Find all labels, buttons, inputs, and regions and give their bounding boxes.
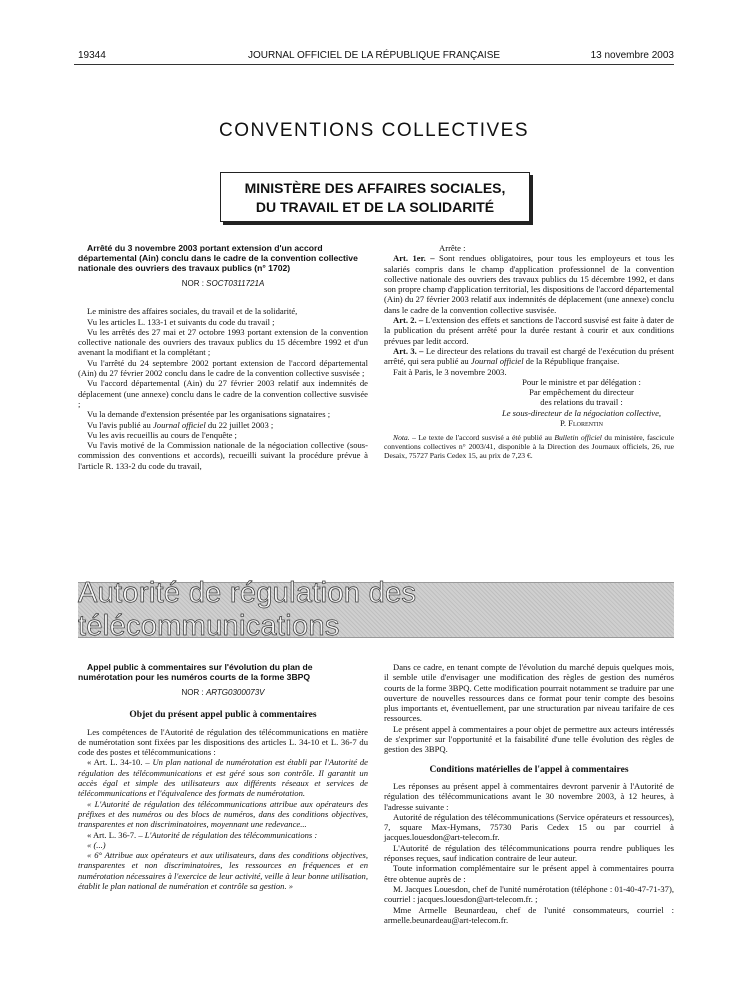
page-number: 19344 xyxy=(78,50,106,61)
arrete-paragraph: Le ministre des affaires sociales, du travail et de la solidarité, xyxy=(87,306,298,317)
signature-line: des relations du travail : xyxy=(540,397,623,408)
ministry-box xyxy=(220,172,530,222)
signature-line: Par empêchement du directeur xyxy=(529,387,634,398)
conditions-heading: Conditions matérielles de l'appel à commentaires xyxy=(429,764,629,775)
nor-label: NOR : xyxy=(181,279,204,288)
quote-1: « Art. L. 34-10. – Un plan national de numérotation est établi par l'Autorité de régulation des télécommunications et est géré sous son contrôle. Il garantit un accès égal et simple des utilisateurs aux différents réseaux et services de télécommunications et l'équivalence des formats de numérotation. xyxy=(78,757,368,799)
signature-name: P. Florentin xyxy=(560,418,603,429)
article-2: Art. 2. – L'extension des effets et sanctions de l'accord susvisé est faite à dater de la publication du présent arrêté pour la durée restant à courir et aux conditions prévues par ledit accord. xyxy=(384,315,674,346)
banner-title: Autorité de régulation des télécommunications xyxy=(78,577,417,642)
arrete-paragraph: Vu les avis recueillis au cours de l'enquête ; xyxy=(87,429,237,440)
signature-role: Le sous-directeur de la négociation collective, xyxy=(501,407,662,418)
arrete-paragraph: Vu les articles L. 133-1 et suivants du code du travail ; xyxy=(87,316,275,327)
done-at: Fait à Paris, le 3 novembre 2003. xyxy=(393,366,507,377)
appel-paragraph: Autorité de régulation des télécommunications (Service opérateurs et ressources), 7, square Max-Hymans, 75730 Paris Cedex 15 ou par courriel à jacques.louesdon@art-telecom.fr. xyxy=(384,811,674,843)
nor-label: NOR : xyxy=(181,688,204,697)
appel-paragraph: L'Autorité de régulation des télécommunications pourra rendre publiques les réponses reçues, sauf indication contraire de leur auteur. xyxy=(384,842,674,864)
article-1: Art. 1er. – Sont rendues obligatoires, pour tous les employeurs et tous les salariés compris dans le champ d'application professionnel de la convention collective nationale des ouvriers des travaux publics du 15 décembre 1992, et dans son propre champ d'application territorial, les dispositions de l'accord départemental (Ain) du 27 février 2003 relatif aux indemnités de déplacement (une annexe) conclu dans le cadre de la convention collective susvisée. xyxy=(384,253,674,315)
arrete-paragraph: Vu l'avis motivé de la Commission nationale de la négociation collective (sous-commission des conventions et accords), recueilli suivant la procédure prévue à l'article R. 133-2 du code du travail, xyxy=(78,440,368,471)
arrete-paragraph: Vu l'arrêté du 24 septembre 2002 portant extension de l'accord départemental (Ain) du 27 février 2002 conclu dans le cadre de la convention collective susvisée ; xyxy=(78,357,368,379)
appel-paragraph: Toute information complémentaire sur le présent appel à commentaires pourra être obtenue auprès de : xyxy=(384,863,674,884)
appel-left-column xyxy=(78,662,368,891)
arrete-paragraph: Vu les arrêtés des 27 mai et 27 octobre 1993 portant extension de la convention collective nationale des ouvriers des travaux publics du 15 décembre 1992 et d'un avenant la modifiant et la complétant ; xyxy=(78,326,368,358)
ministry-line-1: MINISTÈRE DES AFFAIRES SOCIALES, xyxy=(244,180,506,196)
section-title: CONVENTIONS COLLECTIVES xyxy=(218,120,530,141)
appel-paragraph: Le présent appel à commentaires a pour objet de permettre aux acteurs intéressés de s'exprimer sur l'opportunité et la faisabilité d'une telle évolution des règles de gestion des 3BPQ. xyxy=(384,723,674,755)
journal-title: JOURNAL OFFICIEL DE LA RÉPUBLIQUE FRANÇAISE xyxy=(247,50,501,61)
appel-right-column xyxy=(384,662,674,925)
article-3: Art. 3. – Le directeur des relations du travail est chargé de l'exécution du présent arrêté, qui sera publié au Journal officiel de la République française. xyxy=(384,345,674,367)
issue-date: 13 novembre 2003 xyxy=(590,50,674,61)
arrete-paragraph-avis: Vu l'avis publié au Journal officiel du 22 juillet 2003 ; xyxy=(87,419,274,430)
appel-paragraph: M. Jacques Louesdon, chef de l'unité numérotation (téléphone : 01-40-47-71-37), courriel : jacques.louesdon@art-telecom.fr. ; xyxy=(384,883,674,905)
arrete-paragraph: Vu l'accord départemental (Ain) du 27 février 2003 relatif aux indemnités de déplacement (une annexe) conclu dans le cadre de la convention collective susvisée ; xyxy=(78,378,368,409)
quote-4: « (...) xyxy=(87,839,106,850)
nor-code: SOCT0311721A xyxy=(206,279,265,288)
appel-title: Appel public à commentaires sur l'évolution du plan de numérotation pour les numéros courts de la forme 3BPQ xyxy=(78,662,313,682)
appel-paragraph: Les réponses au présent appel à commentaires devront parvenir à l'Autorité de régulation des télécommunications avant le 30 novembre 2003, à 12 heures, à l'adresse suivante : xyxy=(384,780,674,812)
arrete-paragraph: Vu la demande d'extension présentée par les organisations signataires ; xyxy=(87,409,331,420)
quote-3: « Art. L. 36-7. – L'Autorité de régulation des télécommunications : xyxy=(87,829,318,840)
arrete-right-column xyxy=(384,243,674,460)
objet-heading: Objet du présent appel public à commentaires xyxy=(129,710,317,721)
appel-paragraph: Mme Armelle Beunardeau, chef de l'unité consommateurs, courriel : armelle.beunardeau@art-telecom.fr. xyxy=(384,904,674,925)
signature-line: Pour le ministre et par délégation : xyxy=(522,376,641,387)
arrete-title: Arrêté du 3 novembre 2003 portant extension d'un accord départemental (Ain) conclu dans le cadre de la convention collective nationale des ouvriers des travaux publics (n° 1702) xyxy=(78,243,358,273)
nota: Nota. – Le texte de l'accord susvisé a été publié au Bulletin officiel du ministère, fascicule conventions collectives n° 2003/41, disponible à la Direction des Journaux officiels, 26, rue Desaix, 75727 Paris Cedex 15, au prix de 7,23 €. xyxy=(384,433,674,461)
header-rule xyxy=(74,64,674,65)
appel-paragraph: Les compétences de l'Autorité de régulation des télécommunications en matière de numérotation sont fixées par les dispositions des articles L. 34-10 et L. 36-7 du code des postes et télécommunications : xyxy=(78,726,368,758)
quote-5: « 6° Attribue aux opérateurs et aux utilisateurs, dans des conditions objectives, transparentes et non discriminatoires, les ressources en fréquences et en numérotation nécessaires à l'exercice de leur activité, veille à leur bonne utilisation, établit le plan national de numération et contrôle sa gestion. » xyxy=(78,850,368,892)
signature-block xyxy=(384,377,674,428)
appel-paragraph: Dans ce cadre, en tenant compte de l'évolution du marché depuis quelques mois, il semble utile d'envisager une modification des règles de gestion des numéros courts de la forme 3BPQ. Cette modification pourrait notamment se traduire par une ouverture de nouvelles ressources dans ce format pour tenir compte des besoins plus importants et, éventuellement, par une structuration par niveau tarifaire de ces ressources. xyxy=(384,662,674,724)
arrete-nor xyxy=(78,279,368,289)
arrete-label: Arrête : xyxy=(439,243,466,253)
quote-2: « L'Autorité de régulation des télécommunications attribue aux opérateurs des préfixes et des numéros ou des blocs de numéros, dans des conditions objectives, transparentes et non discriminatoires, moyennant une redevance... xyxy=(78,798,368,830)
ministry-line-2: DU TRAVAIL ET DE LA SOLIDARITÉ xyxy=(255,199,495,215)
arrete-left-column xyxy=(78,243,368,471)
appel-nor xyxy=(78,688,368,698)
section-banner xyxy=(78,577,674,642)
nor-code: ARTG0300073V xyxy=(205,688,265,697)
